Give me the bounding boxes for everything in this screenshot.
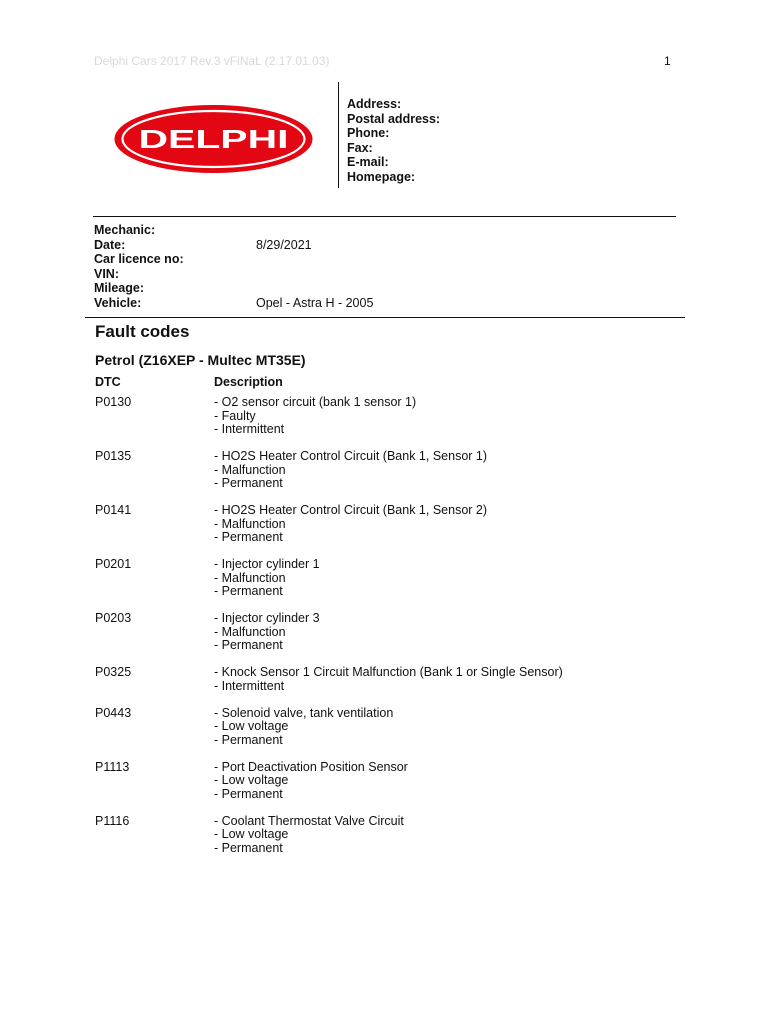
fault-description-line: - Injector cylinder 1 xyxy=(214,557,320,571)
fault-code: P0201 xyxy=(95,557,132,571)
fault-code: P0203 xyxy=(95,611,132,625)
fault-description-line: - Malfunction xyxy=(214,516,286,531)
info-label: Mechanic: xyxy=(94,223,156,237)
fault-code: P1116 xyxy=(95,813,130,828)
fault-code: P0130 xyxy=(95,395,132,409)
fault-code: P0135 xyxy=(95,449,132,463)
vehicle-system-subtitle: Petrol (Z16XEP - Multec MT35E) xyxy=(95,352,306,368)
fault-description xyxy=(214,450,563,491)
fault-description xyxy=(214,666,563,693)
fault-row xyxy=(95,815,563,856)
info-value xyxy=(256,252,373,267)
fault-description xyxy=(214,612,563,653)
fault-description-line: - Permanent xyxy=(214,786,283,801)
info-label: Vehicle: xyxy=(94,295,142,310)
fault-description-line: - Coolant Thermostat Valve Circuit xyxy=(214,813,404,828)
fault-description xyxy=(214,396,563,437)
fault-code: P0141 xyxy=(95,503,132,517)
info-label: Date: xyxy=(94,237,126,252)
contact-label: Phone: xyxy=(347,126,390,140)
fault-description-line: - Low voltage xyxy=(214,773,289,787)
delphi-logo xyxy=(113,104,314,174)
fault-description-line: - HO2S Heater Control Circuit (Bank 1, Sensor 1) xyxy=(214,449,488,463)
fault-row xyxy=(95,450,563,491)
contact-label: Fax: xyxy=(347,140,373,155)
section-title: Fault codes xyxy=(95,322,190,341)
fault-description-line: - Malfunction xyxy=(214,570,286,585)
info-label: Car licence no: xyxy=(94,252,184,267)
fault-description-line: - Malfunction xyxy=(214,624,286,639)
info-value: Opel - Astra H - 2005 xyxy=(256,295,374,310)
fault-row xyxy=(95,396,563,437)
fault-description-line: - Malfunction xyxy=(214,462,286,477)
fault-description-line: - Permanent xyxy=(214,530,283,544)
description-column-header: Description xyxy=(214,375,283,389)
fault-row xyxy=(95,612,563,653)
contact-block xyxy=(347,97,440,184)
contact-label: Homepage: xyxy=(347,169,416,184)
fault-description-line: - Intermittent xyxy=(214,678,285,693)
fault-code: P0443 xyxy=(95,705,132,720)
fault-row xyxy=(95,761,563,802)
fault-description-line: - Permanent xyxy=(214,476,283,490)
info-value: 8/29/2021 xyxy=(256,237,312,252)
logo-text: DELPHI xyxy=(138,124,289,154)
fault-row xyxy=(95,558,563,599)
contact-label: Postal address: xyxy=(347,111,441,126)
fault-description-line: - HO2S Heater Control Circuit (Bank 1, Sensor 2) xyxy=(214,503,488,517)
fault-description-line: - Knock Sensor 1 Circuit Malfunction (Bank 1 or Single Sensor) xyxy=(214,665,563,679)
fault-description-line: - Solenoid valve, tank ventilation xyxy=(214,705,394,720)
info-label: VIN: xyxy=(94,266,119,281)
fault-description-line: - Intermittent xyxy=(214,422,285,436)
dtc-column-header: DTC xyxy=(95,375,121,389)
fault-description xyxy=(214,558,563,599)
page-number: 1 xyxy=(664,54,671,68)
fault-code-list xyxy=(95,396,563,869)
info-labels xyxy=(94,223,184,311)
fault-description-line: - Faulty xyxy=(214,408,256,423)
fault-description xyxy=(214,504,563,545)
fault-description-line: - Injector cylinder 3 xyxy=(214,611,320,625)
fault-description-line: - Port Deactivation Position Sensor xyxy=(214,759,408,774)
fault-description xyxy=(214,707,563,748)
contact-label: E-mail: xyxy=(347,155,389,169)
fault-description-line: - Low voltage xyxy=(214,827,289,841)
fault-description xyxy=(214,761,563,802)
fault-description-line: - Permanent xyxy=(214,584,283,598)
info-value xyxy=(256,223,373,238)
fault-description-line: - Permanent xyxy=(214,840,283,855)
contact-label: Address: xyxy=(347,97,402,111)
info-value xyxy=(256,281,373,296)
info-label: Mileage: xyxy=(94,281,145,296)
fault-row xyxy=(95,707,563,748)
vertical-divider xyxy=(338,82,339,188)
info-values xyxy=(256,223,373,311)
fault-description-line: - Low voltage xyxy=(214,719,289,733)
fault-description-line: - Permanent xyxy=(214,732,283,747)
fault-description xyxy=(214,815,563,856)
fault-code: P1113 xyxy=(95,759,130,774)
info-value xyxy=(256,267,373,282)
section-divider xyxy=(85,317,685,318)
fault-description-line: - O2 sensor circuit (bank 1 sensor 1) xyxy=(214,395,417,409)
fault-row xyxy=(95,504,563,545)
fault-row xyxy=(95,666,563,693)
fault-code: P0325 xyxy=(95,665,132,679)
fault-description-line: - Permanent xyxy=(214,638,283,652)
document-header-title: Delphi Cars 2017 Rev.3 vFiNaL (2.17.01.03) xyxy=(94,54,330,68)
header-divider xyxy=(93,216,676,217)
